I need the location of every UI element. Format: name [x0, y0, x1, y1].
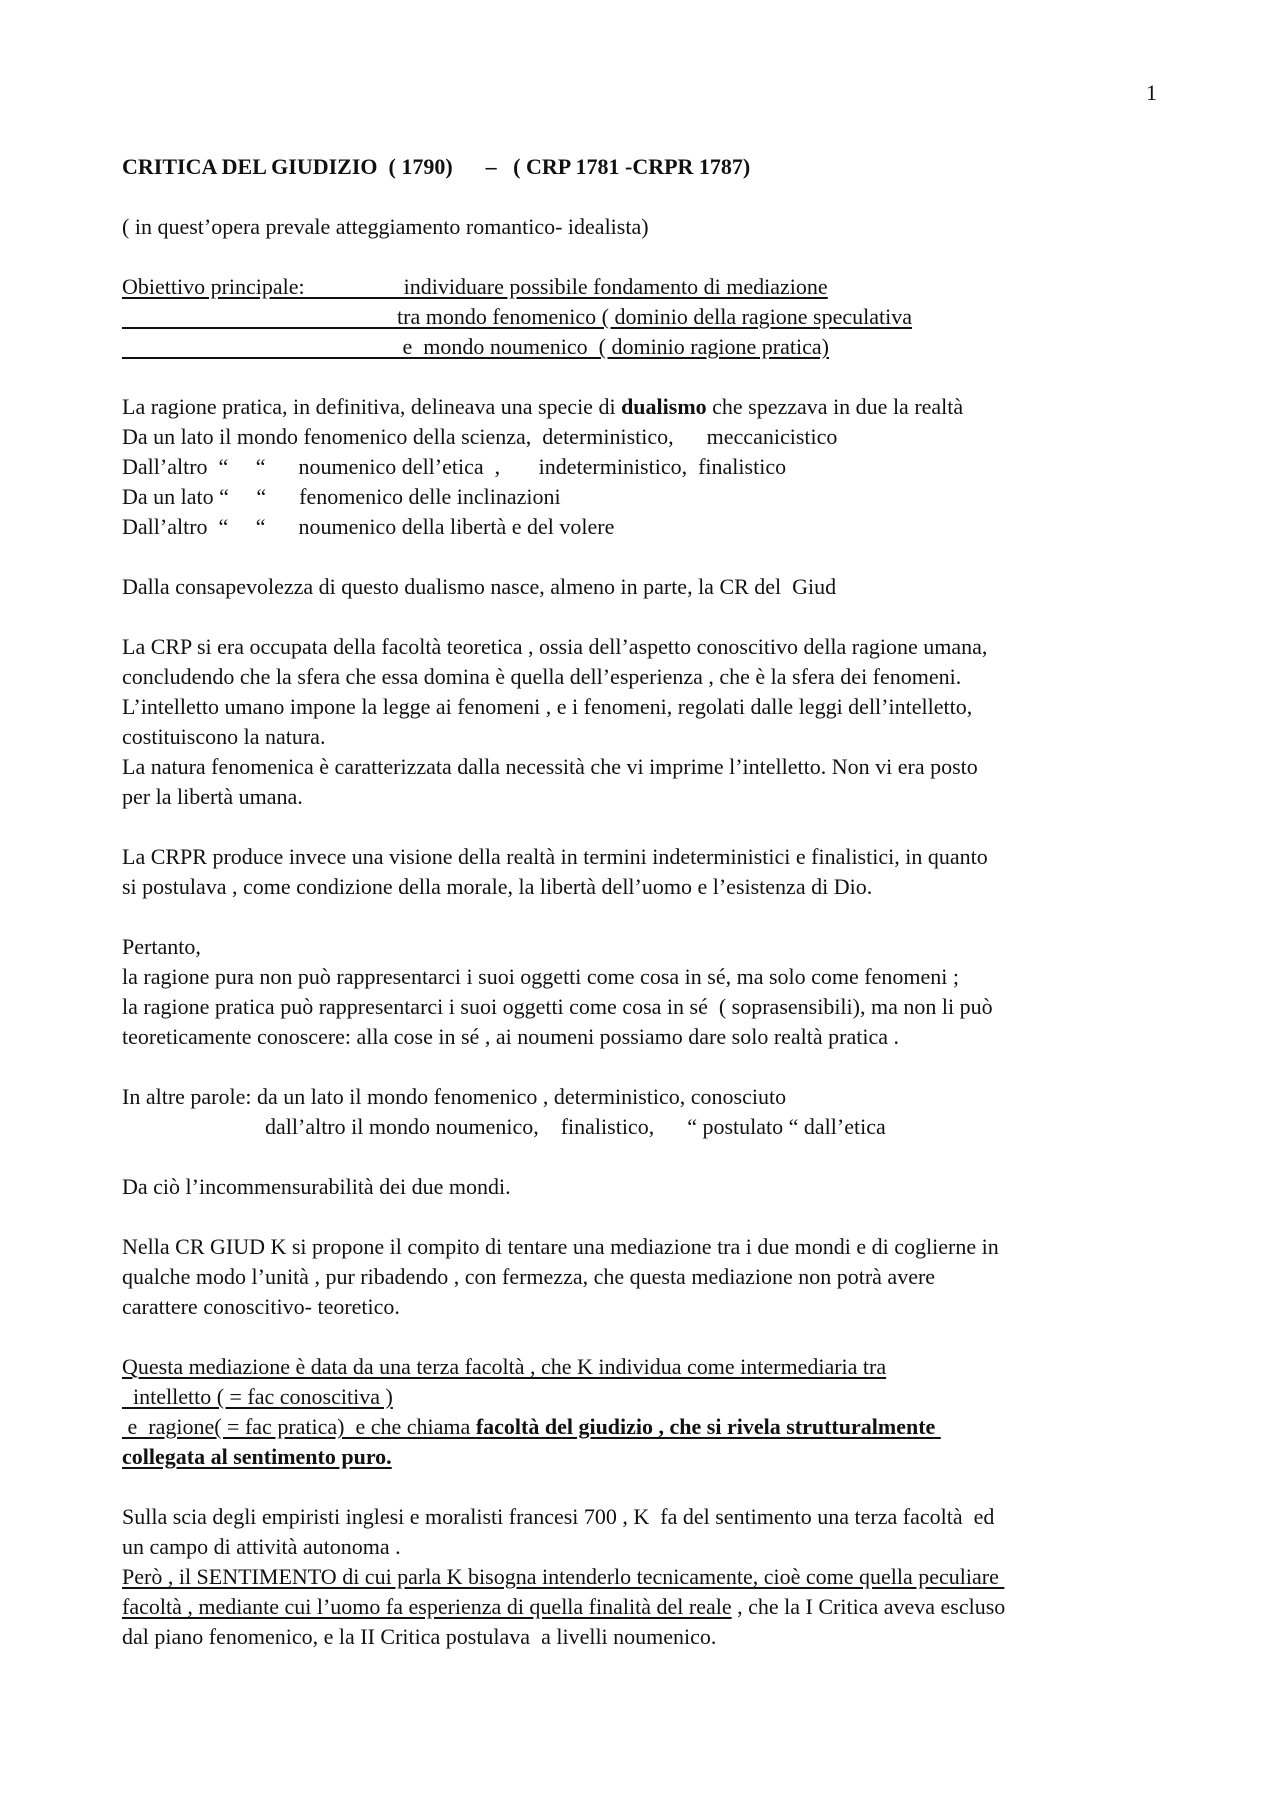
- crp-line-2: concludendo che la sfera che essa domina è quella dell’esperienza , che è la sfera dei fenomeni.: [122, 664, 962, 689]
- cr-giud-line-3: carattere conoscitivo- teoretico.: [122, 1294, 400, 1319]
- objective-line-1: Obiettivo principale: individuare possibile fondamento di mediazione: [122, 274, 828, 299]
- sentiment-line-3: Però , il SENTIMENTO di cui parla K bisogna intenderlo tecnicamente, cioè come quella peculiare: [122, 1564, 1005, 1589]
- mediation-line-4: collegata al sentimento puro.: [122, 1444, 392, 1469]
- crpr-line-1: La CRPR produce invece una visione della realtà in termini indeterministici e finalistici, in quanto: [122, 844, 988, 869]
- objective-line-2: tra mondo fenomenico ( dominio della ragione speculativa: [122, 304, 913, 329]
- crp-line-3: L’intelletto umano impone la legge ai fenomeni , e i fenomeni, regolati dalle leggi dell’intelletto,: [122, 694, 973, 719]
- dualism-line-1: [122, 392, 1182, 422]
- crp-line-1: La CRP si era occupata della facoltà teoretica , ossia dell’aspetto conoscitivo della ragione umana,: [122, 634, 988, 659]
- cr-giud-line-2: qualche modo l’unità , pur ribadendo , con fermezza, che questa mediazione non potrà avere: [122, 1264, 936, 1289]
- therefore-line-4: teoreticamente conoscere: alla cose in sé , ai noumeni possiamo dare solo realtà pratica .: [122, 1024, 900, 1049]
- title-line: CRITICA DEL GIUDIZIO ( 1790) – ( CRP 1781 -CRPR 1787): [122, 154, 751, 179]
- mediation-line-1: Questa mediazione è data da una terza facoltà , che K individua come intermediaria tra: [122, 1354, 887, 1379]
- sentiment-paragraph: [122, 1502, 1182, 1652]
- mediation-bold-text: facoltà del giudizio , che si rivela strutturalmente: [475, 1414, 941, 1439]
- objective-block: [122, 272, 1182, 362]
- therefore-line-3: la ragione pratica può rappresentarci i suoi oggetti come cosa in sé ( soprasensibili), ma non li può: [122, 994, 993, 1019]
- sentiment-underlined-text: facoltà , mediante cui l’uomo fa esperienza di quella finalità del reale: [122, 1594, 732, 1619]
- sentiment-line-4: [122, 1592, 1182, 1622]
- in-other-words-paragraph: [122, 1082, 1182, 1142]
- mediation-line-2: intelletto ( = fac conoscitiva ): [122, 1384, 393, 1409]
- crp-line-4: costituiscono la natura.: [122, 724, 326, 749]
- therefore-paragraph: [122, 932, 1182, 1052]
- therefore-line-1: Pertanto,: [122, 934, 201, 959]
- dualism-keyword: dualismo: [621, 394, 707, 419]
- other-words-line-1: In altre parole: da un lato il mondo fenomenico , deterministico, conosciuto: [122, 1084, 787, 1109]
- sentiment-line-1: Sulla scia degli empiristi inglesi e moralisti francesi 700 , K fa del sentimento una terza facoltà ed: [122, 1504, 995, 1529]
- intro-paragraph: [122, 212, 1182, 242]
- mediation-line-3: [122, 1412, 1182, 1442]
- crpr-line-2: si postulava , come condizione della morale, la libertà dell’uomo e l’esistenza di Dio.: [122, 874, 873, 899]
- dualism-text: La ragione pratica, in definitiva, delineava una specie di: [122, 394, 622, 419]
- sentiment-line-2: un campo di attività autonoma .: [122, 1534, 401, 1559]
- crpr-paragraph: [122, 842, 1182, 902]
- mediation-text: e ragione( = fac pratica) e che chiama: [122, 1414, 476, 1439]
- crp-paragraph: [122, 632, 1182, 812]
- cr-giud-line-1: Nella CR GIUD K si propone il compito di tentare una mediazione tra i due mondi e di coglierne in: [122, 1234, 999, 1259]
- awareness-paragraph: [122, 572, 1182, 602]
- dualism-line-4: Da un lato “ “ fenomenico delle inclinazioni: [122, 484, 561, 509]
- dualism-paragraph: [122, 392, 1182, 542]
- sentiment-line-5: dal piano fenomenico, e la II Critica postulava a livelli noumenico.: [122, 1624, 717, 1649]
- sentiment-text-end: , che la I Critica aveva escluso: [731, 1594, 1006, 1619]
- mediation-paragraph: [122, 1352, 1182, 1472]
- crp-line-5: La natura fenomenica è caratterizzata dalla necessità che vi imprime l’intelletto. Non vi era posto: [122, 754, 978, 779]
- therefore-line-2: la ragione pura non può rappresentarci i suoi oggetti come cosa in sé, ma solo come fenomeni ;: [122, 964, 959, 989]
- dualism-line-3: Dall’altro “ “ noumenico dell’etica , indeterministico, finalistico: [122, 454, 787, 479]
- dualism-text-end: che spezzava in due la realtà: [706, 394, 964, 419]
- awareness-line: Dalla consapevolezza di questo dualismo nasce, almeno in parte, la CR del Giud: [122, 574, 837, 599]
- dualism-line-5: Dall’altro “ “ noumenico della libertà e del volere: [122, 514, 615, 539]
- dualism-line-2: Da un lato il mondo fenomenico della scienza, deterministico, meccanicistico: [122, 424, 838, 449]
- intro-line: ( in quest’opera prevale atteggiamento romantico- idealista): [122, 214, 649, 239]
- incommensurability-paragraph: [122, 1172, 1182, 1202]
- cr-giud-paragraph: [122, 1232, 1182, 1322]
- incommensurability-line: Da ciò l’incommensurabilità dei due mondi.: [122, 1174, 511, 1199]
- other-words-line-2: dall’altro il mondo noumenico, finalistico, “ postulato “ dall’etica: [122, 1114, 886, 1139]
- crp-line-6: per la libertà umana.: [122, 784, 303, 809]
- document-title: [122, 152, 1182, 182]
- page-number: 1: [1146, 80, 1157, 105]
- objective-line-3: e mondo noumenico ( dominio ragione pratica): [122, 334, 829, 359]
